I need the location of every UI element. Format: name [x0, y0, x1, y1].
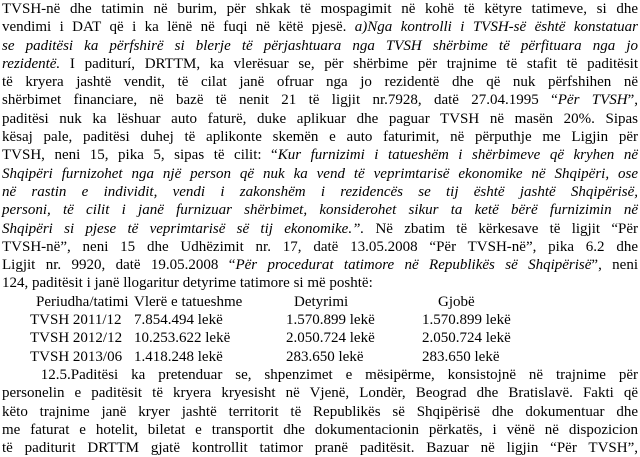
text-segment: ”, neni [591, 257, 638, 274]
text-line [2, 91, 638, 109]
text-line: 124, paditësit i janë llogaritur detyrime tatimore si më poshtë: [2, 275, 373, 292]
cell-liability: 1.570.899 lekë [286, 312, 375, 329]
table-header-row [2, 293, 638, 311]
text-line [2, 183, 638, 201]
cell-period: TVSH 2013/06 [30, 348, 123, 365]
italic-segment: se paditësi ka përfshirë si blerje të përjashtuara nga TVSH shërbime të përfituara nga jo [2, 37, 638, 54]
text-segment: Ligjit nr. 9920, datë 19.05.2008 “ [2, 257, 236, 274]
paragraph-vat-findings [2, 0, 638, 293]
cell-period: TVSH 2012/12 [30, 330, 123, 347]
italic-segment: në rastin e individit, vendi i zakonshëm i rezidencës se tij është jashtë Shqipërisë, [2, 183, 638, 200]
text-line: TVSH-në”, neni 15 dhe Udhëzimit nr. 17, datë 13.05.2008 “Për TVSH-në”, pika 6.2 dhe [2, 238, 638, 255]
italic-segment: Kur furnizimi i tatueshëm i shërbimeve që kryhen në [277, 147, 638, 164]
text-line: me faturat e hotelit, biletat e transportit dhe dokumentacionin përkatës, i vënë në dispozicion [2, 421, 638, 438]
cell-penalty: 2.050.724 lekë [422, 330, 511, 347]
italic-segment: Shqipëri furnizohet nga një person që nuk ka vend të veprimtarisë ekonomike në Shqipëri, ose [2, 165, 638, 182]
header-penalty: Gjobë [438, 293, 475, 310]
text-line [2, 55, 638, 73]
header-period: Periudha/tatimi [36, 293, 129, 310]
text-segment: I paditurí, DRTTM, ka vlerësuar se, për shërbime për trajnime të stafit të paditësit [60, 55, 638, 72]
header-liability: Detyrimi [294, 293, 349, 310]
text-segment: vendimi i DAT që i ka lënë në fuqi në këtë pjesë. [2, 19, 355, 36]
text-line [2, 37, 638, 55]
text-segment: ”, [627, 92, 638, 109]
text-line: personelin e paditësit të kryera kryesisht në Vjenë, Londër, Beograd dhe Bratislavë. Fakti që [2, 385, 638, 402]
paragraph-12-5 [2, 366, 638, 457]
italic-segment: a)Nga kontrolli i TVSH-së është konstatuar [354, 19, 639, 36]
text-line [2, 165, 638, 183]
cell-taxable-value: 10.253.622 lekë [134, 330, 231, 347]
text-line [2, 146, 638, 164]
text-line: TVSH-në dhe tatimin në burim, për shkak të mospagimit në kohë të këtyre tatimeve, si dhe [2, 1, 638, 17]
table-row [2, 329, 638, 347]
text-line [2, 201, 638, 219]
text-line: paditësi nuk ka lëshuar auto faturë, duke aplikuar dhe paguar TVSH në masën 20%. Sipas [2, 110, 638, 127]
cell-penalty: 283.650 lekë [422, 348, 500, 365]
italic-segment: personi, të cilit i janë furnizuar shërbimet, konsiderohet sikur ta ketë bërë furnizimin në [2, 202, 638, 219]
text-line: të kryera jashtë vendit, të cilat janë ofruar nga jo rezidentë dhe që nuk përfshihen në [2, 74, 638, 91]
cell-liability: 2.050.724 lekë [286, 330, 375, 347]
text-line: kësaj pale, paditësi duhej të aplikonte skemën e auto faturimit, në përputhje me Ligjin për [2, 129, 638, 146]
text-line: këto trajnime janë kryer jashtë territorit të Republikës së Shqipërisë dhe dokumentuar dhe [2, 403, 638, 420]
cell-penalty: 1.570.899 lekë [422, 312, 511, 329]
italic-segment: Për procedurat tatimore në Republikës së Shqipërisë [235, 257, 592, 274]
cell-period: TVSH 2011/12 [30, 312, 122, 329]
text-line [2, 220, 638, 238]
text-line [2, 18, 638, 36]
cell-liability: 283.650 lekë [286, 348, 364, 365]
italic-segment: Për TVSH [557, 92, 628, 109]
text-segment: shërbimet financiare, në bazë të nenit 21 të ligjit nr.7928, datë 27.04.1995 “ [2, 92, 558, 109]
tax-liabilities-table [2, 293, 638, 366]
italic-segment: Shqipëri si pjese të veprimtarisë së tij ekonomike.”. [2, 220, 365, 237]
header-taxable-value: Vlerë e tatueshme [134, 293, 243, 310]
table-row [2, 348, 638, 366]
text-line [2, 256, 638, 274]
text-segment: TVSH, neni 15, pika 5, sipas të cilit: “ [2, 147, 278, 164]
cell-taxable-value: 7.854.494 lekë [134, 312, 223, 329]
table-row [2, 311, 638, 329]
text-segment: Në zbatim të kërkesave të ligjit “Për [364, 220, 638, 237]
cell-taxable-value: 1.418.248 lekë [134, 348, 223, 365]
text-line: të paditurit DRTTM gjatë kontrollit tatimor pranë paditësit. Bazuar në ligjin “Për TVSH”, [2, 440, 638, 457]
italic-segment: rezidentë. [2, 55, 61, 72]
text-line: 12.5.Paditësi ka pretenduar se, shpenzimet e mësipërme, konsistojnë në trajnime për [2, 366, 638, 383]
